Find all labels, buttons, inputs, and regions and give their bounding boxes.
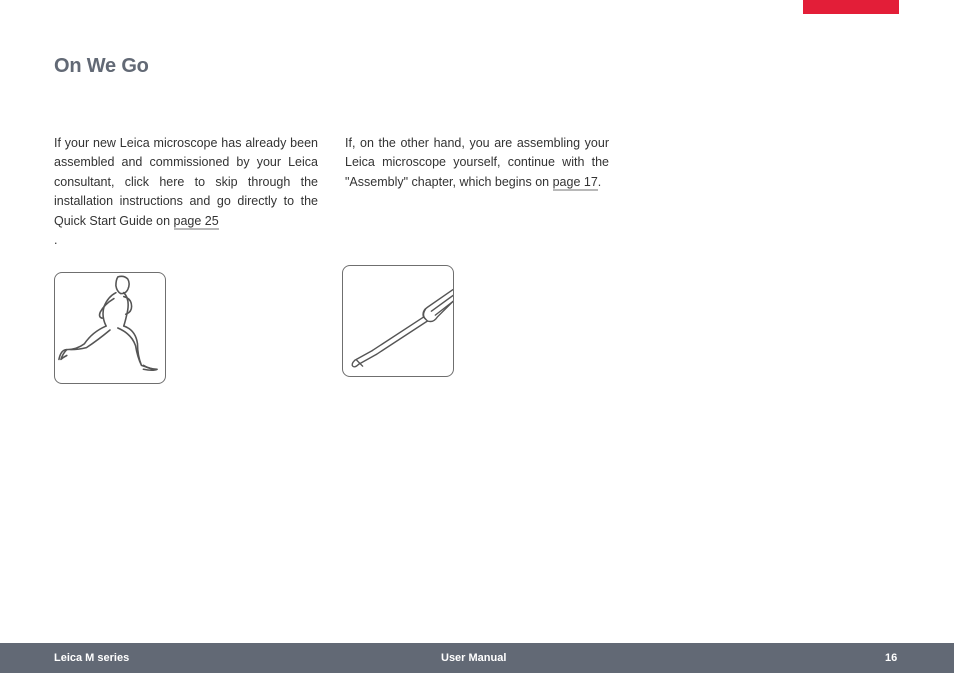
running-man-icon bbox=[54, 272, 166, 384]
footer-page-number: 16 bbox=[885, 652, 898, 664]
intro-period: . bbox=[54, 233, 58, 248]
assembly-text: If, on the other hand, you are assembling your Leica microscope yourself, continue with the "Assembly" chapter, which begins on bbox=[345, 136, 609, 189]
page-footer bbox=[0, 643, 954, 673]
assembly-period: . bbox=[597, 174, 602, 189]
intro-text: If your new Leica microscope has already been assembled and commissioned by your Leica consultant, click here to skip through the installation instructions and go directly to the Quick Start Guide on bbox=[54, 136, 318, 228]
page-title: On We Go bbox=[54, 55, 149, 77]
quick-start-page-link[interactable]: page 25 bbox=[173, 213, 219, 228]
footer-product-name: Leica M series bbox=[54, 652, 130, 664]
footer-document-title: User Manual bbox=[441, 652, 507, 664]
intro-paragraph bbox=[54, 134, 318, 250]
assembly-page-link[interactable]: page 17 bbox=[552, 174, 598, 189]
assembly-paragraph bbox=[345, 134, 609, 192]
screwdriver-icon bbox=[342, 265, 454, 377]
header-accent-tab bbox=[803, 0, 899, 14]
